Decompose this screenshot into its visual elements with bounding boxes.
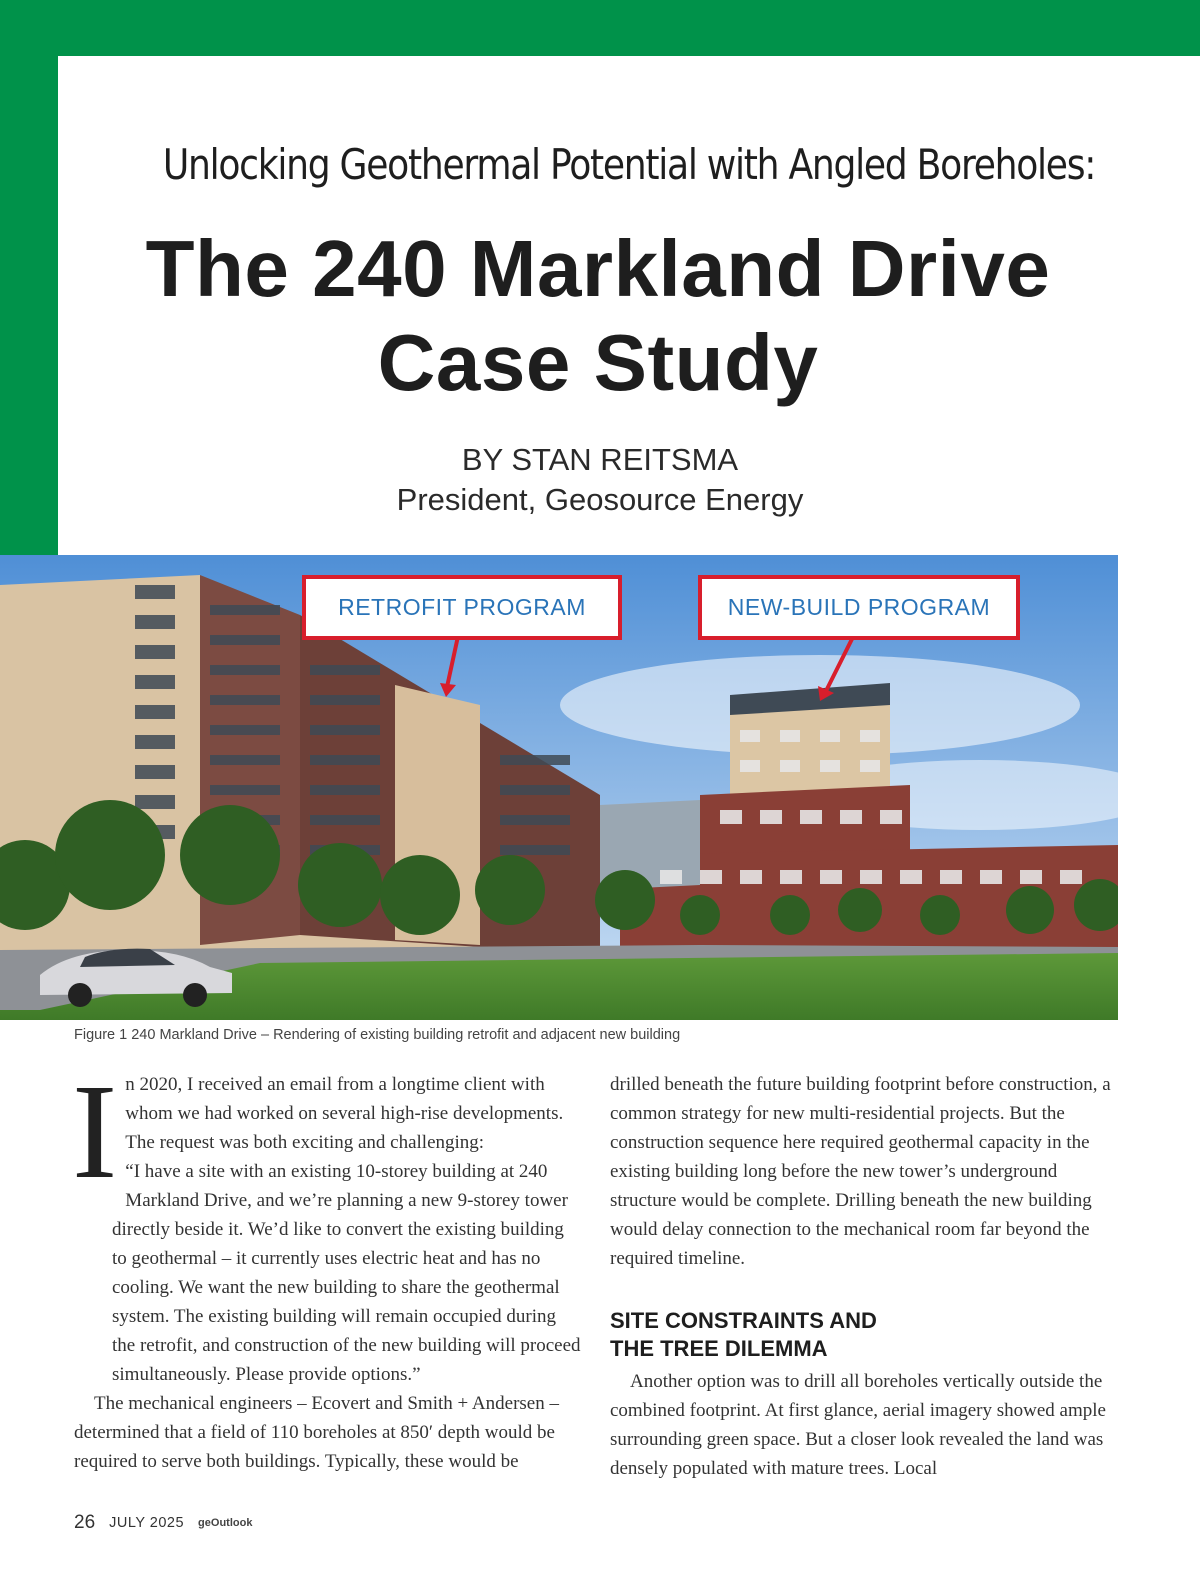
callout-retrofit-program: RETROFIT PROGRAM — [302, 575, 622, 640]
page-number: 26 — [74, 1512, 96, 1533]
title-line-1: The 240 Markland Drive — [145, 224, 1051, 313]
section-heading: SITE CONSTRAINTS AND THE TREE DILEMMA — [610, 1308, 877, 1361]
engineers-paragraph: The mechanical engineers – Ecovert and Smith + Andersen – determined that a field of 110 boreholes at 850′ depth would be required to serve both buildings. Typically, these would be — [74, 1393, 559, 1472]
page-footer — [74, 1512, 252, 1534]
intro-paragraph: n 2020, I received an email from a longtime client with whom we had worked on several high-rise developments. The request was both exciting and challenging: — [125, 1074, 564, 1153]
callout-new-build-program: NEW-BUILD PROGRAM — [698, 575, 1020, 640]
author-affiliation: President, Geosource Energy — [396, 482, 804, 517]
construction-paragraph: drilled beneath the future building footprint before construction, a common strategy for new multi-residential projects. But the construction sequence here required geothermal capacity in the existing building long before the new tower’s underground structure would be complete. Drilling beneath the new building would delay connection to the mechanical room far beyond the required timeline. — [610, 1074, 1111, 1269]
byline — [0, 440, 1200, 520]
article-kicker: Unlocking Geothermal Potential with Angled Boreholes: — [162, 140, 1096, 189]
geoutlook-logo: geOutlook — [198, 1517, 253, 1529]
figure-caption: Figure 1 240 Markland Drive – Rendering of existing building retrofit and adjacent new building — [74, 1027, 681, 1043]
article-column-right — [610, 1070, 1122, 1483]
building-rendering — [0, 555, 1118, 1020]
title-line-2: Case Study — [377, 318, 819, 407]
client-quote: “I have a site with an existing 10-storey building at 240 Markland Drive, and we’re planning a new 9-storey tower directly beside it. We’d like to convert the existing building to geothermal – it currently uses electric heat and has no cooling. We want the new building to share the geothermal system. The existing building will remain occupied during the retrofit, and construction of the new building will proceed simultaneously. Please provide options.” — [112, 1161, 581, 1385]
drop-cap: I — [72, 1057, 118, 1207]
article-title — [58, 222, 1138, 410]
article-column-left — [72, 1057, 582, 1476]
top-green-bar — [0, 0, 1200, 56]
author-name: BY STAN REITSMA — [461, 442, 739, 477]
issue-date: JULY 2025 — [109, 1515, 185, 1531]
tree-dilemma-paragraph: Another option was to drill all boreholes vertically outside the combined footprint. At first glance, aerial imagery showed ample surrounding green space. But a closer look revealed the land was densely populated with mature trees. Local — [610, 1371, 1106, 1479]
